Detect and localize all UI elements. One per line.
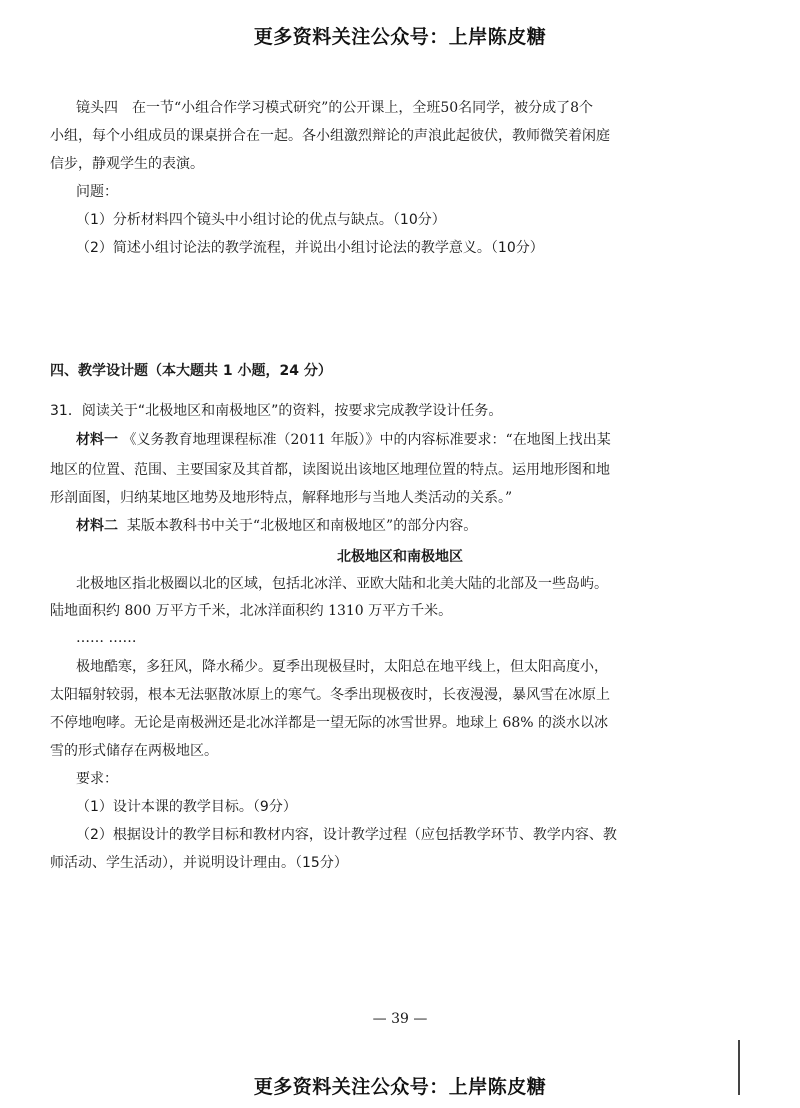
case4-line-1: 镜头四 在一节“小组合作学习模式研究”的公开课上，全班50名同学，被分成了8个: [76, 100, 594, 116]
footer-banner: 更多资料关注公众号：上岸陈皮糖: [253, 1076, 547, 1098]
textbook-title: 北极地区和南极地区: [337, 549, 463, 565]
para2-line-1: 极地酷寒，多狂风，降水稀少。夏季出现极昼时，太阳总在地平线上，但太阳高度小，: [76, 659, 608, 675]
requirement-1: （1）设计本课的教学目标。（9分）: [76, 799, 297, 815]
para1-line-1: 北极地区指北极圈以北的区域，包括北冰洋、亚欧大陆和北美大陆的北部及一些岛屿。: [76, 576, 608, 592]
header-banner: 更多资料关注公众号：上岸陈皮糖: [253, 26, 547, 48]
page-number: — 39 —: [372, 1011, 428, 1027]
para2-line-3: 不停地咆哮。无论是南极洲还是北冰洋都是一望无际的冰雪世界。地球上 68% 的淡水以冰: [50, 715, 609, 731]
requirement-2-line-1: （2）根据设计的教学目标和教材内容，设计教学过程（应包括教学环节、教学内容、教: [76, 827, 617, 843]
material-2-line: [76, 518, 477, 534]
question-1: （1）分析材料四个镜头中小组讨论的优点与缺点。（10分）: [76, 212, 446, 228]
case4-line-3: 信步，静观学生的表演。: [50, 156, 204, 172]
item-31: 31．阅读关于“北极地区和南极地区”的资料，按要求完成教学设计任务。: [50, 403, 503, 419]
material-1-line-3: 形剖面图，归纳某地区地势及地形特点，解释地形与当地人类活动的关系。”: [50, 490, 513, 506]
material-1-label: 材料一: [76, 432, 118, 448]
ellipsis: …… ……: [76, 630, 137, 646]
para2-line-4: 雪的形式储存在两极地区。: [50, 743, 218, 759]
para1-line-2: 陆地面积约 800 万平方千米，北冰洋面积约 1310 万平方千米。: [50, 603, 453, 619]
requirement-2-line-2: 师活动、学生活动），并说明设计理由。（15分）: [50, 855, 348, 871]
scan-edge-line: [738, 1040, 740, 1095]
material-2-text: 某版本教科书中关于“北极地区和南极地区”的部分内容。: [126, 518, 478, 534]
material-1-line-2: 地区的位置、范围、主要国家及其首都，读图说出该地区地理位置的特点。运用地形图和地: [50, 462, 610, 478]
question-2: （2）简述小组讨论法的教学流程，并说出小组讨论法的教学意义。（10分）: [76, 240, 544, 256]
case4-line-2: 小组，每个小组成员的课桌拼合在一起。各小组激烈辩论的声浪此起彼伏，教师微笑着闲庭: [50, 128, 610, 144]
requirements-label: 要求：: [76, 771, 118, 787]
material-1-line-1: [76, 432, 611, 448]
material-2-label: 材料二: [76, 518, 118, 534]
material-1-text: 《义务教育地理课程标准（2011 年版）》中的内容标准要求：“在地图上找出某: [122, 432, 611, 448]
para2-line-2: 太阳辐射较弱，根本无法驱散冰原上的寒气。冬季出现极夜时，长夜漫漫，暴风雪在冰原上: [50, 687, 610, 703]
section-heading: 四、教学设计题（本大题共 1 小题，24 分）: [50, 363, 332, 379]
questions-label: 问题：: [76, 184, 118, 200]
